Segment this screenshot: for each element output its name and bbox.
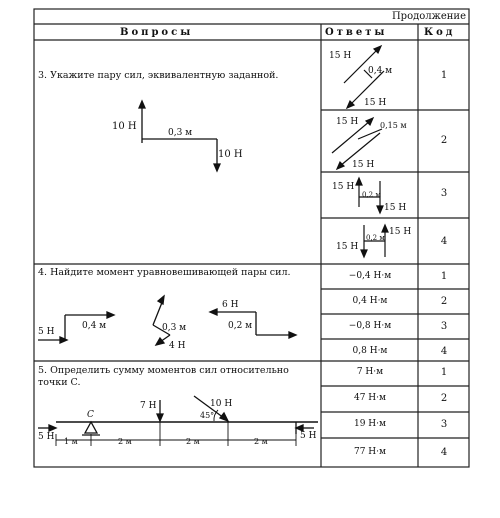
q5-answer-1: 7 Н·м <box>356 367 384 377</box>
q4-b-distance: 0,3 м <box>162 323 187 333</box>
q3-figure <box>100 95 260 180</box>
q3a2-distance: 0,15 м <box>380 121 407 130</box>
q5-code-4: 4 <box>440 447 448 458</box>
q4-answer-1: −0,4 Н·м <box>348 271 392 281</box>
q4-answer-4: 0,8 Н·м <box>352 346 388 356</box>
q5-answer-2: 47 Н·м <box>353 393 387 403</box>
q4-code-2: 2 <box>440 296 448 307</box>
q4-figure <box>36 290 320 358</box>
q3a3-bottom: 15 Н <box>384 203 407 213</box>
header-code: Код <box>424 27 456 38</box>
q3a4-distance: 0,2 м <box>366 234 385 242</box>
q5-answer-3: 19 Н·м <box>353 419 387 429</box>
q5-dim-1: 1 м <box>64 437 78 446</box>
header-questions: Вопросы <box>120 27 194 38</box>
q3a3-top: 15 Н <box>332 182 355 192</box>
q4-code-4: 4 <box>440 346 448 357</box>
q3-code-2: 2 <box>440 135 448 146</box>
q5-answer-4: 77 Н·м <box>353 447 387 457</box>
q5-title-line2: точки C. <box>38 377 81 388</box>
q3a1-top: 15 Н <box>329 51 352 61</box>
q4-code-3: 3 <box>440 321 448 332</box>
q3-distance: 0,3 м <box>168 128 193 138</box>
q3-answer-4 <box>322 219 418 264</box>
q3-answer-2 <box>322 111 418 172</box>
q5-force-left: 5 Н <box>38 432 55 442</box>
q3-title: 3. Укажите пару сил, эквивалентную заданной. <box>38 70 279 81</box>
q5-title-line1: 5. Определить сумму моментов сил относительно <box>38 365 289 376</box>
q4-a-force: 5 Н <box>38 327 55 337</box>
q5-point-c: C <box>87 410 94 420</box>
q3a2-top: 15 Н <box>336 117 359 127</box>
q4-a-distance: 0,4 м <box>82 321 107 331</box>
q3a4-top: 15 Н <box>389 227 412 237</box>
q3-force-2: 10 Н <box>218 149 243 160</box>
q5-dim-4: 2 м <box>254 437 268 446</box>
continuation-label: Продолжение <box>391 11 466 22</box>
q3-code-3: 3 <box>440 188 448 199</box>
q5-figure <box>34 388 321 466</box>
q5-code-2: 2 <box>440 393 448 404</box>
q4-c-distance: 0,2 м <box>228 321 253 331</box>
q5-code-3: 3 <box>440 419 448 430</box>
q3-answer-1 <box>322 41 418 110</box>
q3-force-1: 10 Н <box>112 121 137 132</box>
q5-force-inclined: 10 Н <box>210 399 233 409</box>
q5-code-1: 1 <box>440 367 448 378</box>
header-answers: Ответы <box>325 27 388 38</box>
q3-answer-3 <box>322 173 418 218</box>
q4-c-force: 6 Н <box>222 300 239 310</box>
q4-b-force: 4 Н <box>169 341 186 351</box>
q3a4-bottom: 15 Н <box>336 242 359 252</box>
q3a1-bottom: 15 Н <box>364 98 387 108</box>
q5-angle: 45° <box>200 411 215 420</box>
q4-code-1: 1 <box>440 271 448 282</box>
q3a2-bottom: 15 Н <box>352 160 375 170</box>
q4-answer-3: −0,8 Н·м <box>348 321 392 331</box>
q3a1-distance: 0,4 м <box>368 66 393 76</box>
q5-force-right: 5 Н <box>300 431 317 441</box>
q5-dim-2: 2 м <box>118 437 132 446</box>
q3-code-1: 1 <box>440 70 448 81</box>
q4-answer-2: 0,4 Н·м <box>352 296 388 306</box>
q5-force-top: 7 Н <box>140 401 157 411</box>
q5-dim-3: 2 м <box>186 437 200 446</box>
q3-code-4: 4 <box>440 236 448 247</box>
q4-title: 4. Найдите момент уравновешивающей пары сил. <box>38 267 291 278</box>
q3a3-distance: 0,2 м <box>362 191 381 199</box>
